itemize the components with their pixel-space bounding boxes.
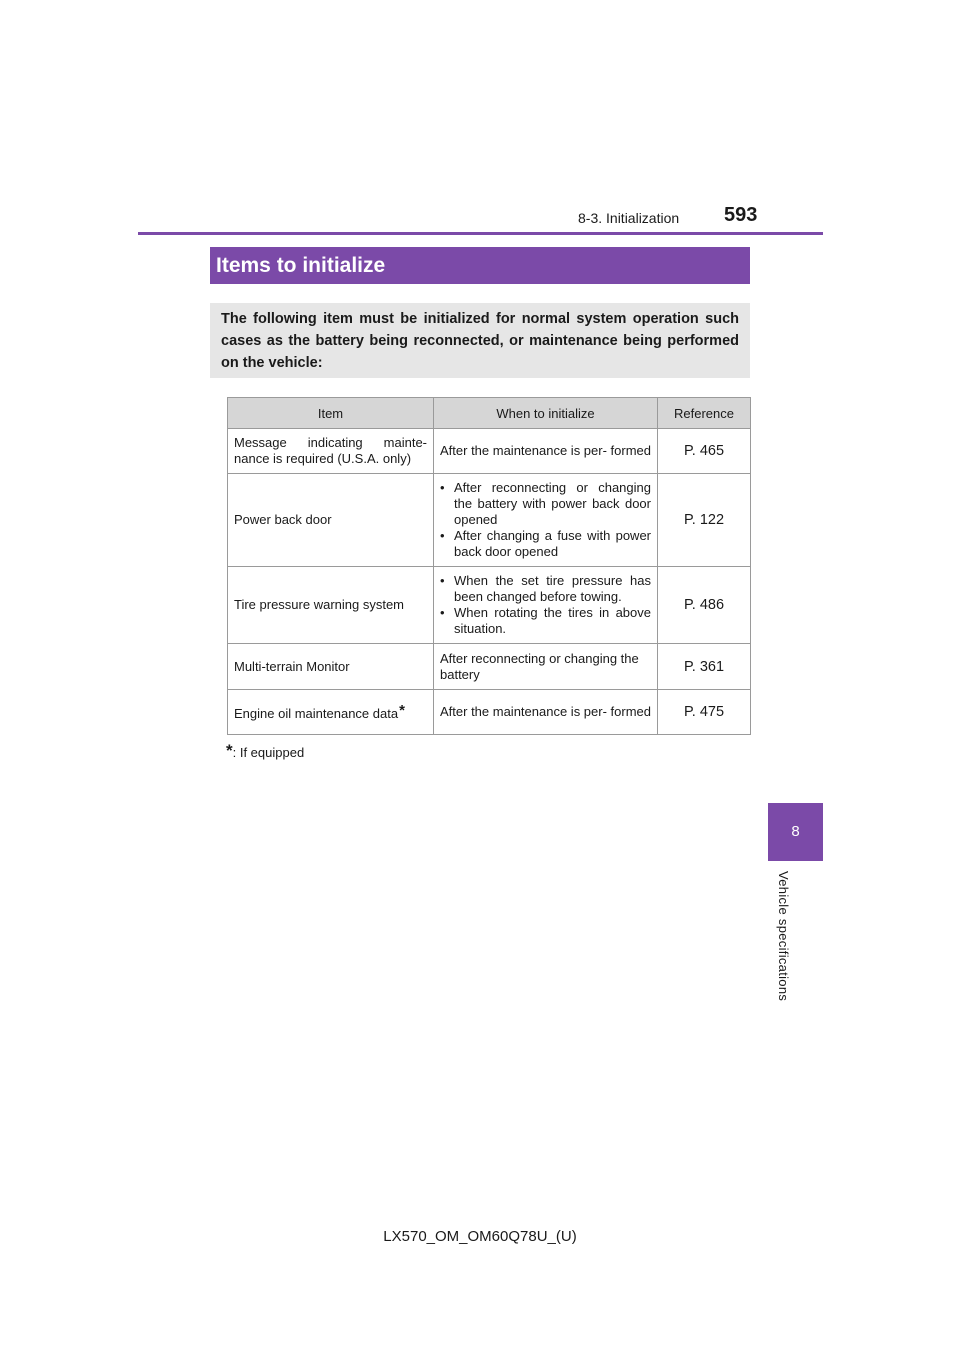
item-cell: Tire pressure warning system — [228, 567, 434, 644]
intro-text: The following item must be initialized for normal system operation such cases as the battery being reconnected, or maintenance being performed on the vehicle: — [221, 311, 739, 371]
table-row — [228, 474, 751, 567]
header-divider — [138, 232, 823, 235]
item-text: Engine oil maintenance data — [234, 705, 399, 721]
section-heading-text: Items to initialize — [216, 254, 386, 277]
footnote-marker: * — [226, 741, 233, 760]
column-header-item: Item — [228, 398, 434, 429]
list-item-text: When rotating the tires in above situation. — [454, 605, 651, 636]
list-item — [440, 480, 651, 528]
table-row — [228, 429, 751, 474]
table-row — [228, 567, 751, 644]
footnote — [226, 741, 304, 761]
chapter-label: Vehicle specifications — [776, 871, 791, 1002]
footnote-marker: * — [399, 701, 405, 719]
initialization-table — [227, 397, 751, 735]
item-cell: Multi-terrain Monitor — [228, 644, 434, 690]
item-cell — [228, 690, 434, 735]
bullet-icon: • — [440, 528, 445, 543]
bullet-icon: • — [440, 573, 445, 588]
reference-cell: P. 486 — [658, 567, 751, 644]
list-item — [440, 573, 651, 605]
bullet-icon: • — [440, 480, 445, 495]
list-item-text: When the set tire pressure has been changed before towing. — [454, 573, 651, 604]
intro-paragraph — [210, 303, 750, 378]
when-cell: After the maintenance is per- formed — [434, 690, 658, 735]
footnote-text: : If equipped — [232, 745, 305, 760]
list-item-text: After reconnecting or changing the battery with power back door opened — [454, 480, 651, 527]
list-item-text: After changing a fuse with power back door opened — [454, 528, 651, 559]
table-row — [228, 690, 751, 735]
list-item — [440, 528, 651, 560]
document-code: LX570_OM_OM60Q78U_(U) — [383, 1228, 577, 1245]
bullet-icon: • — [440, 605, 445, 620]
reference-cell: P. 465 — [658, 429, 751, 474]
table-row — [228, 644, 751, 690]
section-title: 8-3. Initialization — [578, 210, 680, 226]
list-item — [440, 605, 651, 637]
when-cell — [434, 567, 658, 644]
column-header-reference: Reference — [658, 398, 751, 429]
item-cell: Message indicating mainte- nance is required (U.S.A. only) — [228, 429, 434, 474]
reference-cell: P. 122 — [658, 474, 751, 567]
when-cell — [434, 474, 658, 567]
section-heading — [210, 247, 750, 284]
when-cell: After reconnecting or changing the battery — [434, 644, 658, 690]
column-header-when: When to initialize — [434, 398, 658, 429]
chapter-tab — [768, 803, 823, 861]
chapter-number: 8 — [791, 823, 800, 840]
when-cell: After the maintenance is per- formed — [434, 429, 658, 474]
item-cell: Power back door — [228, 474, 434, 567]
reference-cell: P. 475 — [658, 690, 751, 735]
table-header-row — [228, 398, 751, 429]
reference-cell: P. 361 — [658, 644, 751, 690]
page-number: 593 — [724, 204, 758, 226]
